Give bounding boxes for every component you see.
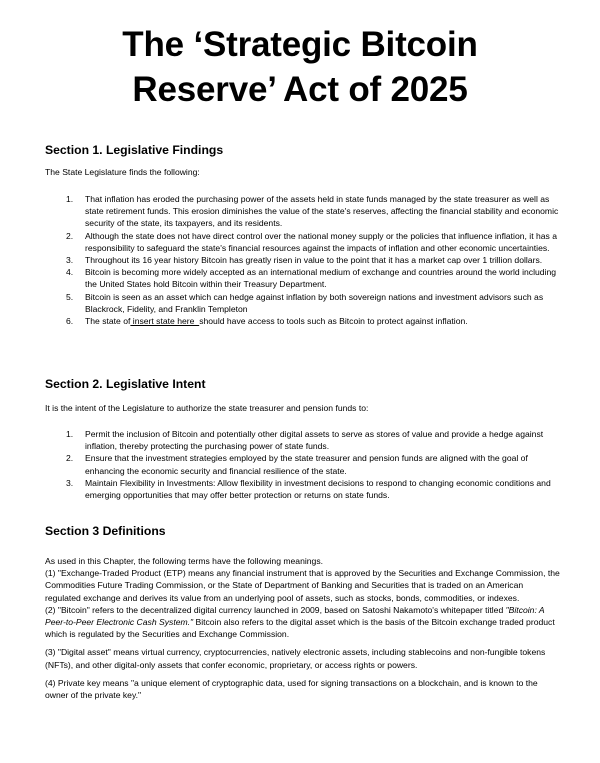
list-item: 1. Permit the inclusion of Bitcoin and potentially other digital assets to serve as stores of value and provide a hedge against inflation, thereby protecting the purchasing power of state funds. <box>66 429 544 452</box>
title-line-2: Reserve’ Act of 2025 <box>132 70 468 109</box>
title-line-1: The ‘Strategic Bitcoin <box>122 25 478 64</box>
definition-private-key: (4) Private key means "a unique element of cryptographic data, used for signing transactions on a blockchain, and is known to the owner of the private key." <box>45 677 538 701</box>
definitions-intro: As used in this Chapter, the following terms have the following meanings. <box>45 556 324 566</box>
section-3-heading: Section 3 Definitions <box>45 524 166 538</box>
section-2-heading: Section 2. Legislative Intent <box>45 377 206 391</box>
list-item: 5. Bitcoin is seen as an asset which can hedge against inflation by both sovereign nations and investment advisors such as Blackrock, Fidelity, and Franklin Templeton <box>66 291 544 314</box>
section-1-intro: The State Legislature finds the following: <box>45 167 200 177</box>
state-name-placeholder: insert state here <box>130 316 200 327</box>
section-1-findings-list <box>45 193 560 327</box>
section-1-heading: Section 1. Legislative Findings <box>45 143 224 157</box>
definition-etp: (1) "Exchange-Traded Product (ETP) means any financial instrument that is approved by the Securities and Exchange Commission, the Commodities Future Trading Commission, or the State of Department of Banking and Securities that is traded on an American regulated exchange and derives its value from an underlying pool of assets, such as stocks, bonds, commodities, or indexes. <box>45 568 560 603</box>
list-item: 2. Ensure that the investment strategies employed by the state treasurer and pension funds are aligned with the goal of enhancing the economic security and financial resilience of the state. <box>66 453 528 476</box>
section-2-intent-list <box>45 428 560 501</box>
list-item: 6. The state of insert state here should have access to tools such as Bitcoin to protect against inflation. <box>66 316 468 327</box>
document-title <box>0 22 600 112</box>
section-2-intro: It is the intent of the Legislature to authorize the state treasurer and pension funds to: <box>45 403 369 413</box>
list-item: 2. Although the state does not have direct control over the national money supply or the policies that influence inflation, it has a responsibility to safeguard the state's financial resources against the impacts of inflation and other economic uncertainties. <box>66 230 557 253</box>
list-item: 1. That inflation has eroded the purchasing power of the assets held in state funds managed by the state treasurer as well as state retirement funds. This erosion diminishes the value of the state's reserves, affecting the financial stability and economic security of the state, its taxpayers, and its residents. <box>66 194 559 229</box>
list-item: 3. Maintain Flexibility in Investments: Allow flexibility in investment decisions to respond to changing economic conditions and emerging opportunities that may offer better protection or returns on state funds. <box>66 477 551 501</box>
list-item: 4. Bitcoin is becoming more widely accepted as an international medium of exchange and countries around the world including the United States hold Bitcoin within their Treasury Department. <box>66 267 557 290</box>
list-item: 3. Throughout its 16 year history Bitcoin has greatly risen in value to the point that it has a market cap over 1 trillion dollars. <box>66 255 543 266</box>
section-3-definitions <box>45 555 560 701</box>
definition-digital-asset: (3) "Digital asset" means virtual currency, cryptocurrencies, natively electronic assets, including stablecoins and non-fungible tokens (NFTs), and other digital-only assets that confer economic, proprietary, or access rights or powers. <box>45 647 546 670</box>
whitepaper-title: "Bitcoin: A Peer-to-Peer Electronic Cash System." <box>45 604 545 628</box>
definition-bitcoin: (2) "Bitcoin" refers to the decentralized digital currency launched in 2009, based on Satoshi Nakamoto's whitepaper titled "Bitcoin: A Peer-to-Peer Electronic Cash System." Bitcoin also refers to the digital asset which is the basis of the Bitcoin exchange traded product which is regulated by the Securities and Exchange Commission. <box>45 604 555 640</box>
